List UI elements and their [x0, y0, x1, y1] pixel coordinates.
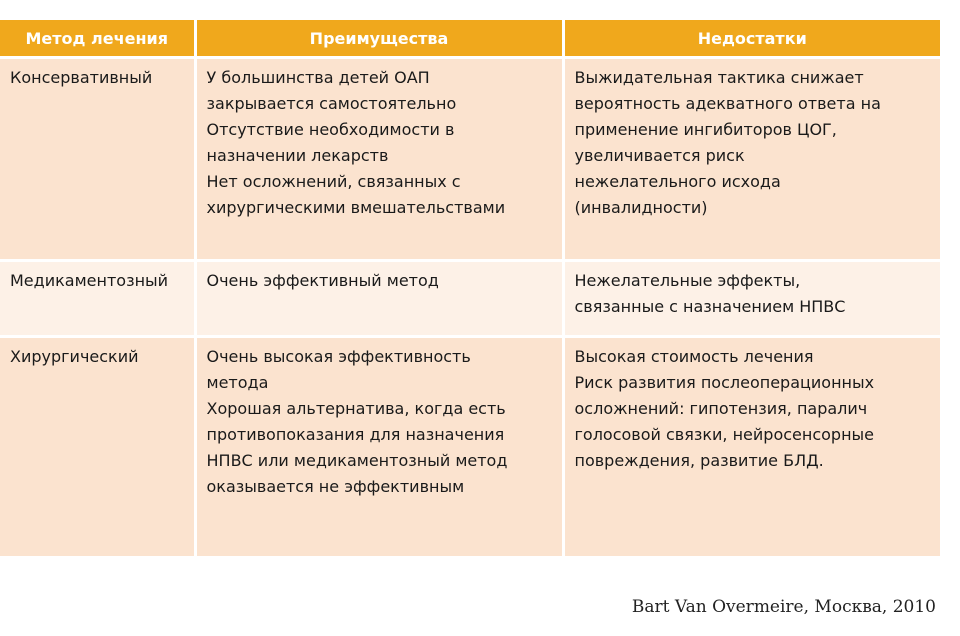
disadvantages-line: Выжидательная тактика снижает	[574, 68, 864, 87]
disadvantages-line: (инвалидности)	[574, 198, 708, 217]
advantages-line: Очень эффективный метод	[206, 271, 439, 290]
header-disadvantages: Недостатки	[563, 20, 940, 58]
advantages-line: НПВС или медикаментозный метод	[206, 451, 508, 470]
table-row	[0, 58, 940, 261]
table-row	[0, 261, 940, 337]
disadvantages-cell	[563, 337, 940, 556]
advantages-line: противопоказания для назначения	[206, 425, 505, 444]
advantages-line: Нет осложнений, связанных с	[206, 172, 461, 191]
treatment-methods-table	[0, 20, 940, 556]
disadvantages-line: нежелательного исхода	[574, 172, 781, 191]
advantages-line: закрывается самостоятельно	[206, 94, 457, 113]
disadvantages-line: увеличивается риск	[574, 146, 745, 165]
advantages-line: Хорошая альтернатива, когда есть	[206, 399, 506, 418]
disadvantages-line: голосовой связки, нейросенсорные	[574, 425, 875, 444]
disadvantages-cell	[563, 261, 940, 337]
advantages-line: Очень высокая эффективность	[206, 347, 471, 366]
advantages-cell	[195, 261, 563, 337]
disadvantages-line: Риск развития послеоперационных	[574, 373, 875, 392]
advantages-line: У большинства детей ОАП	[206, 68, 430, 87]
disadvantages-line: применение ингибиторов ЦОГ,	[574, 120, 837, 139]
advantages-line: метода	[206, 373, 269, 392]
header-advantages: Преимущества	[195, 20, 563, 58]
advantages-line: Отсутствие необходимости в	[206, 120, 455, 139]
method-cell: Хирургический	[0, 337, 195, 556]
table-row	[0, 337, 940, 556]
disadvantages-line: повреждения, развитие БЛД.	[574, 451, 824, 470]
header-method: Метод лечения	[0, 20, 195, 58]
disadvantages-line: Нежелательные эффекты,	[574, 271, 801, 290]
source-citation: Bart Van Overmeire, Москва, 2010	[631, 597, 936, 617]
disadvantages-line: вероятность адекватного ответа на	[574, 94, 881, 113]
advantages-line: оказывается не эффективным	[206, 477, 465, 496]
disadvantages-cell	[563, 58, 940, 261]
advantages-cell	[195, 58, 563, 261]
method-cell: Медикаментозный	[0, 261, 195, 337]
disadvantages-line: Высокая стоимость лечения	[574, 347, 814, 366]
disadvantages-line: связанные с назначением НПВС	[574, 297, 846, 316]
method-cell: Консервативный	[0, 58, 195, 261]
table-header-row	[0, 20, 940, 58]
disadvantages-line: осложнений: гипотензия, паралич	[574, 399, 868, 418]
advantages-cell	[195, 337, 563, 556]
advantages-line: хирургическими вмешательствами	[206, 198, 506, 217]
advantages-line: назначении лекарств	[206, 146, 389, 165]
